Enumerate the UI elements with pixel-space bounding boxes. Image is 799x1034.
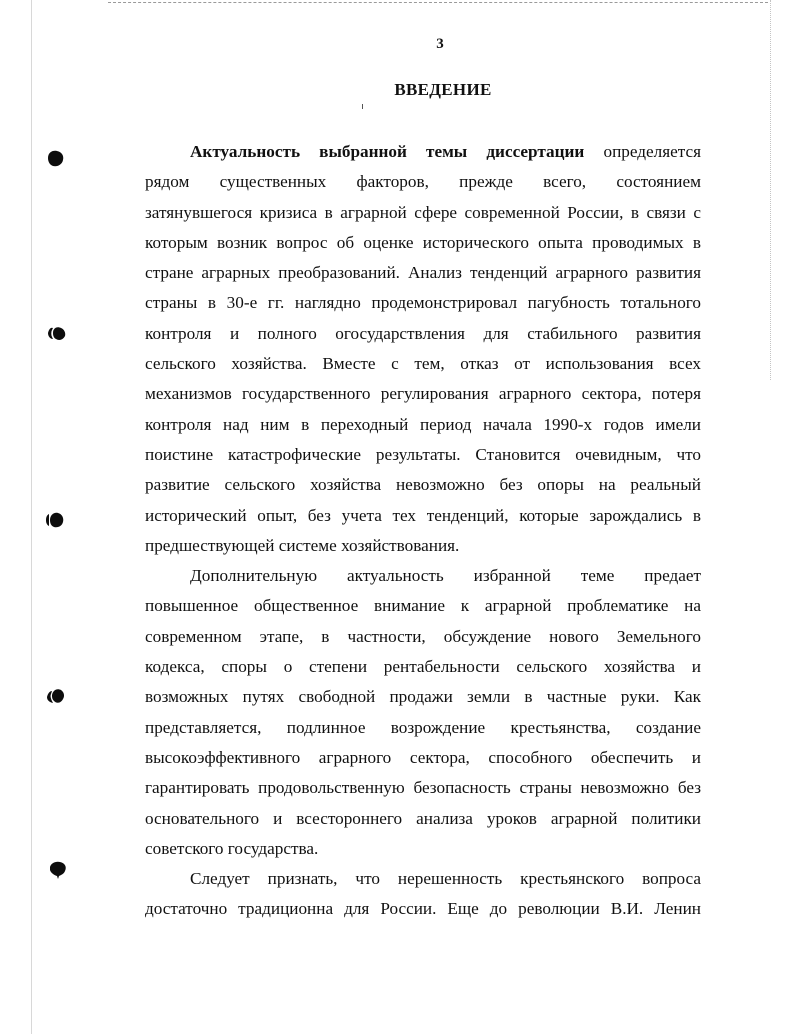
text-line: Дополнительную актуальность избранной теме предает bbox=[190, 566, 701, 586]
punch-hole-icon bbox=[47, 324, 67, 344]
text-line: основательного и всестороннего анализа уроков аграрной политики bbox=[145, 808, 701, 828]
scan-speck bbox=[362, 104, 363, 109]
text-line: механизмов государственного регулирования аграрного сектора, потеря bbox=[145, 384, 701, 404]
paragraph-peasant-question bbox=[145, 864, 701, 925]
scan-edge-right bbox=[770, 0, 771, 380]
text-line: советского государства. bbox=[145, 838, 319, 858]
text-line: которым возник вопрос об оценке исторического опыта проводимых в bbox=[145, 232, 701, 252]
punch-hole-icon bbox=[45, 510, 65, 530]
text-line: сельского хозяйства. Вместе с тем, отказ от использования всех bbox=[145, 354, 701, 374]
text-line: поистине катастрофические результаты. Становится очевидным, что bbox=[145, 444, 701, 464]
text-line: Актуальность выбранной темы диссертации определяется bbox=[190, 142, 701, 161]
paragraph-relevance bbox=[145, 137, 701, 561]
text-line: представляется, подлинное возрождение крестьянства, создание bbox=[145, 717, 701, 737]
text-line: гарантировать продовольственную безопасность страны невозможно без bbox=[145, 778, 701, 798]
punch-hole-icon bbox=[46, 686, 66, 706]
text-line: Следует признать, что нерешенность крестьянского вопроса bbox=[190, 869, 701, 889]
page-number: 3 bbox=[436, 36, 444, 52]
text-line: возможных путях свободной продажи земли в частные руки. Как bbox=[145, 687, 701, 707]
text-line: достаточно традиционна для России. Еще до революции В.И. Ленин bbox=[145, 899, 701, 919]
text-line: повышенное общественное внимание к аграрной проблематике на bbox=[145, 596, 701, 616]
text-line: контроля над ним в переходный период начала 1990-х годов имели bbox=[145, 414, 701, 434]
text-line: исторический опыт, без учета тех тенденций, которые зарождались в bbox=[145, 505, 701, 525]
text-line: страны в 30-е гг. наглядно продемонстрировал пагубность тотального bbox=[145, 293, 701, 313]
text-line: контроля и полного огосударствления для стабильного развития bbox=[145, 323, 701, 343]
text-line: предшествующей системе хозяйствования. bbox=[145, 535, 460, 555]
text-line: современном этапе, в частности, обсуждение нового Земельного bbox=[145, 626, 701, 646]
page-title: ВВЕДЕНИЕ bbox=[394, 80, 492, 99]
text-line: развитие сельского хозяйства невозможно без опоры на реальный bbox=[145, 475, 701, 495]
text-line: рядом существенных факторов, прежде всего, состоянием bbox=[145, 172, 701, 192]
text-line: стране аграрных преобразований. Анализ тенденций аграрного развития bbox=[145, 263, 701, 283]
text-line: кодекса, споры о степени рентабельности сельского хозяйства и bbox=[145, 657, 701, 677]
scan-edge-top bbox=[108, 2, 768, 3]
emphasis-phrase: Актуальность выбранной темы диссертации bbox=[190, 142, 585, 161]
punch-hole-icon bbox=[45, 148, 65, 168]
punch-hole-icon bbox=[48, 860, 68, 880]
text-line: высокоэффективного аграрного сектора, способного обеспечить и bbox=[145, 747, 701, 767]
paragraph-additional-relevance bbox=[145, 561, 701, 864]
scan-edge-left bbox=[31, 0, 32, 1034]
document-body bbox=[145, 137, 701, 925]
text-line: затянувшегося кризиса в аграрной сфере современной России, в связи с bbox=[145, 202, 701, 222]
